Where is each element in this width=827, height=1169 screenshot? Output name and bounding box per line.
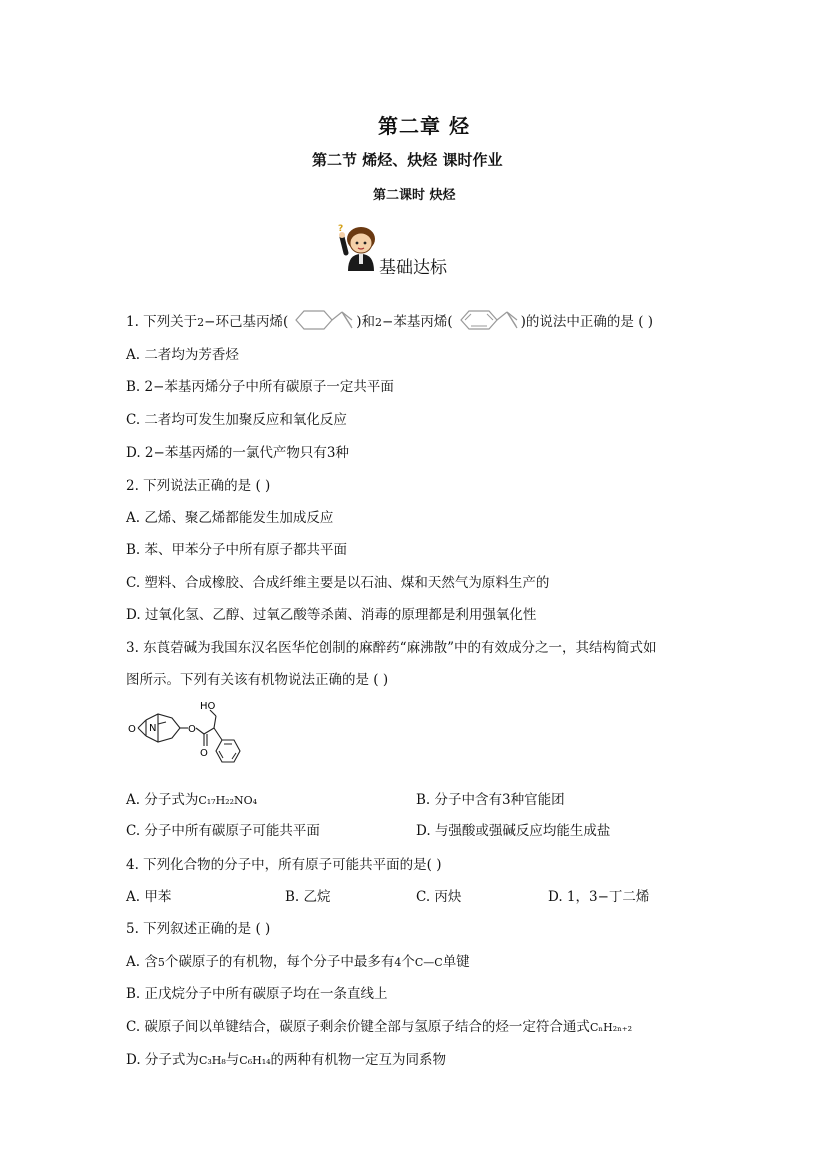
q5-option-d-text: D. 分子式为 — [126, 1052, 199, 1068]
question-1-stem — [126, 308, 653, 337]
q4-option-d: D. 1，3−丁二烯 — [548, 889, 650, 905]
ring-oxygen-label: O — [128, 724, 136, 735]
nitrogen-label: N — [149, 723, 157, 734]
q3-option-a-formula: C₁₇H₂₂NO₄ — [198, 794, 258, 807]
q1-stem-text: )和 — [356, 314, 376, 330]
q1-option-a: A. 二者均为芳香烃 — [126, 347, 239, 363]
q1-stem-num: 2 — [375, 316, 383, 329]
q5-option-d-formula: C₆H₁₄ — [239, 1054, 271, 1067]
q1-stem-text: 1. 下列关于 — [126, 314, 198, 330]
q3-option-d: D. 与强酸或强碱反应均能生成盐 — [416, 823, 611, 839]
carbonyl-oxygen-label: O — [200, 748, 208, 759]
q5-option-c-text: C. 碳原子间以单键结合，碳原子剩余价键全部与氢原子结合的烃一定符合通式 — [126, 1019, 590, 1035]
hydroxyl-label: HO — [200, 701, 216, 712]
q5-option-a-text: 个碳原子的有机物，每个分子中最多有 — [164, 954, 395, 970]
section-title: 第二节 烯烃、炔烃 课时作业 — [312, 151, 503, 169]
q5-option-d-text: 的两种有机物一定互为同系物 — [270, 1052, 447, 1068]
q5-option-a — [126, 953, 470, 972]
q5-option-d — [126, 1051, 446, 1070]
q5-option-a-num: 4 — [394, 956, 402, 969]
scopolamine-structure — [124, 700, 254, 784]
lesson-title: 第二课时 炔烃 — [373, 188, 456, 203]
q3-option-a — [126, 791, 257, 810]
q1-stem-text: −环己基丙烯( — [204, 314, 289, 330]
q5-option-b: B. 正戊烷分子中所有碳原子均在一条直线上 — [126, 986, 388, 1002]
cyclohexylpropene-structure-icon — [288, 308, 356, 337]
q1-option-c: C. 二者均可发生加聚反应和氧化反应 — [126, 412, 347, 428]
q3-option-a-text: A. 分子式为 — [126, 792, 199, 808]
q5-option-d-text: 与 — [225, 1052, 240, 1068]
question-2-stem: 2. 下列说法正确的是 ( ) — [126, 478, 271, 494]
phenylpropene-structure-icon — [453, 308, 521, 337]
q5-option-a-bond: C—C — [414, 956, 443, 969]
q5-option-a-num: 5 — [157, 956, 165, 969]
question-4-stem: 4. 下列化合物的分子中，所有原子可能共平面的是( ) — [126, 857, 442, 873]
q2-option-c: C. 塑料、合成橡胶、合成纤维主要是以石油、煤和天然气为原料生产的 — [126, 575, 550, 591]
q5-option-a-text: 个 — [401, 954, 415, 970]
q1-option-b: B. 2−苯基丙烯分子中所有碳原子一定共平面 — [126, 379, 394, 395]
q4-option-b: B. 乙烷 — [285, 889, 331, 905]
q1-stem-num: 2 — [197, 316, 205, 329]
question-5-stem: 5. 下列叙述正确的是 ( ) — [126, 921, 271, 937]
ester-oxygen-label: O — [188, 724, 196, 735]
q5-option-d-formula: C₃H₈ — [198, 1054, 226, 1067]
question-3-stem-line2: 图所示。下列有关该有机物说法正确的是 ( ) — [126, 672, 389, 688]
question-3-stem-line1: 3. 东莨菪碱为我国东汉名医华佗创制的麻醉药“麻沸散”中的有效成分之一，其结构简式如 — [126, 640, 657, 656]
q5-option-c-formula: CₙH₂ₙ₊₂ — [589, 1021, 633, 1034]
q5-option-a-text: A. 含 — [126, 954, 158, 970]
svg-text:?: ? — [338, 224, 344, 234]
student-mascot-icon — [338, 223, 384, 277]
q3-option-b: B. 分子中含有3种官能团 — [416, 792, 565, 808]
q4-option-c: C. 丙炔 — [416, 889, 462, 905]
q1-stem-text: −苯基丙烯( — [382, 314, 453, 330]
q5-option-c — [126, 1018, 632, 1037]
chapter-title: 第二章 烃 — [378, 114, 470, 138]
q5-option-a-text: 单键 — [442, 954, 470, 970]
q3-option-c: C. 分子中所有碳原子可能共平面 — [126, 823, 320, 839]
q1-stem-text: )的说法中正确的是 ( ) — [520, 314, 654, 330]
q2-option-d: D. 过氧化氢、乙醇、过氧乙酸等杀菌、消毒的原理都是利用强氧化性 — [126, 607, 537, 623]
q1-option-d: D. 2−苯基丙烯的一氯代产物只有3种 — [126, 445, 349, 461]
q2-option-b: B. 苯、甲苯分子中所有原子都共平面 — [126, 542, 348, 558]
q4-option-a: A. 甲苯 — [126, 889, 172, 905]
q2-option-a: A. 乙烯、聚乙烯都能发生加成反应 — [126, 510, 334, 526]
banner-label: 基础达标 — [379, 258, 447, 278]
